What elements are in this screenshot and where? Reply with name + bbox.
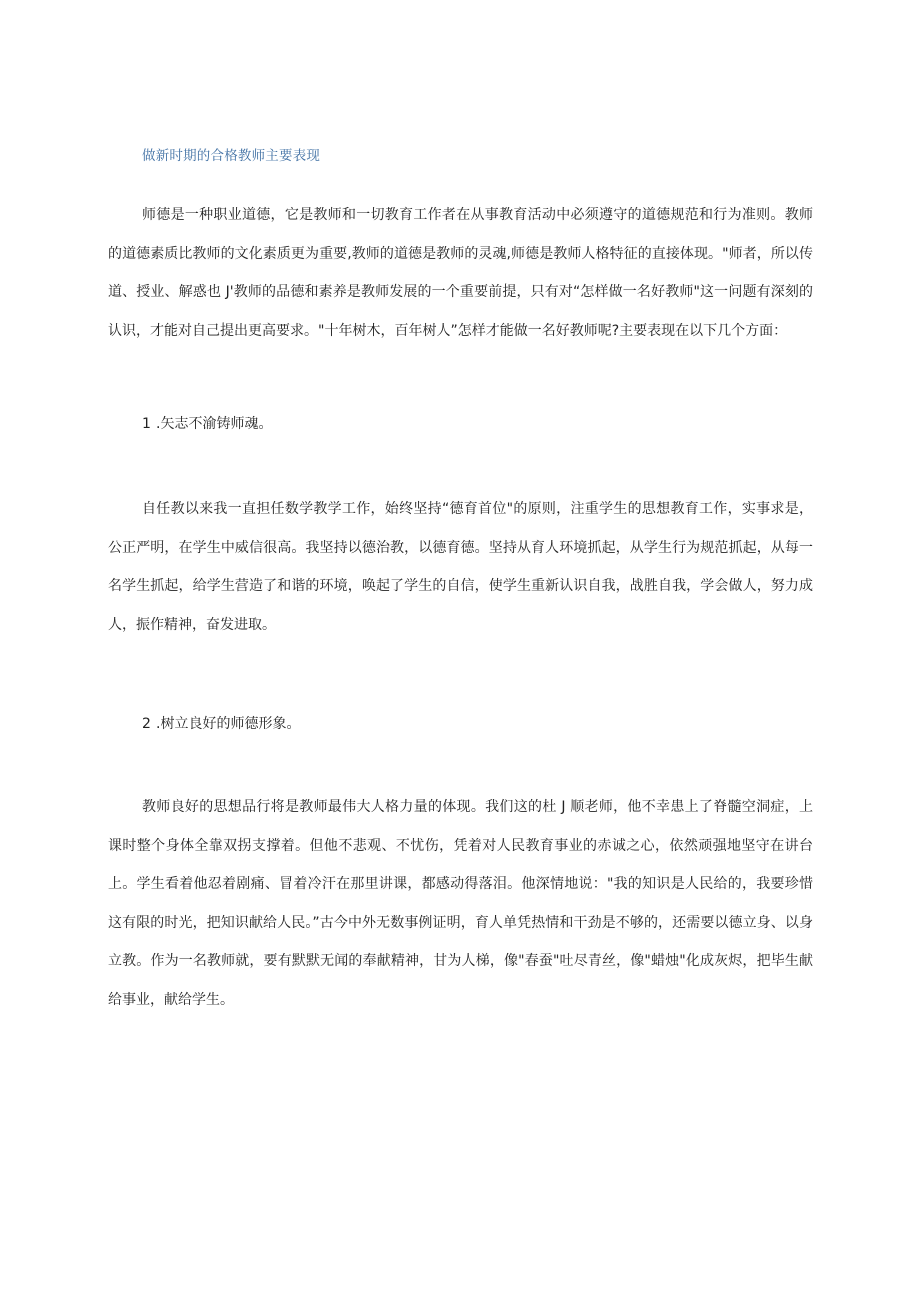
section-number-2: 2: [142, 716, 151, 732]
section-body-1: 自任教以来我一直担任数学教学工作，始终坚持“德育首位"的原则，注重学生的思想教育工作，实事求是，公正严明，在学生中威信很高。我坚持以德治教，以德育德。坚持从育人环境抓起，从学生行为规范抓起，从每一名学生抓起，给学生营造了和谐的环境，唤起了学生的自信，使学生重新认识自我，战胜自我，学会做人，努力成人，振作精神，奋发进取。: [108, 501, 813, 633]
intro-paragraph: 师德是一种职业道德，它是教师和一切教育工作者在从事教育活动中必须遵守的道德规范和行为准则。教师的道德素质比教师的文化素质更为重要,教师的道德是教师的灵魂,师德是教师人格特征的直接体现。"师者，所以传道、授业、解惑也 J'教师的品德和素养是教师发展的一个重要前提，只有对“怎样做一名好教师"这一问题有深刻的认识，才能对自己提出更高要求。"十年树木，百年树人”怎样才能做一名好教师呢?主要表现在以下几个方面：: [108, 207, 813, 339]
section-body-2: 教师良好的思想品行将是教师最伟大人格力量的体现。我们这的杜 J 顺老师，他不幸患上了脊髓空洞症，上课时整个身体全靠双拐支撑着。但他不悲观、不忧伤，凭着对人民教育事业的赤诚之心，依然顽强地坚守在讲台上。学生看着他忍着剧痛、冒着冷汗在那里讲课，都感动得落泪。他深情地说："我的知识是人民给的，我要珍惜这有限的时光，把知识献给人民。”古今中外无数事例证明，育人单凭热情和干劲是不够的，还需要以德立身、以身立教。作为一名教师就，要有默默无闻的奉献精神，甘为人梯，像"春蚕"吐尽青丝，像"蜡烛"化成灰烬，把毕生献给事业，献给学生。: [108, 799, 813, 1008]
section-number-1: 1: [142, 416, 151, 432]
section-heading-1: [142, 414, 272, 434]
section-heading-1-text: .矢志不渝铸师魂。: [156, 416, 273, 432]
section-heading-2-text: .树立良好的师德形象。: [156, 716, 301, 732]
document-title: 做新时期的合格教师主要表现: [142, 148, 321, 164]
section-heading-2: [142, 714, 300, 734]
